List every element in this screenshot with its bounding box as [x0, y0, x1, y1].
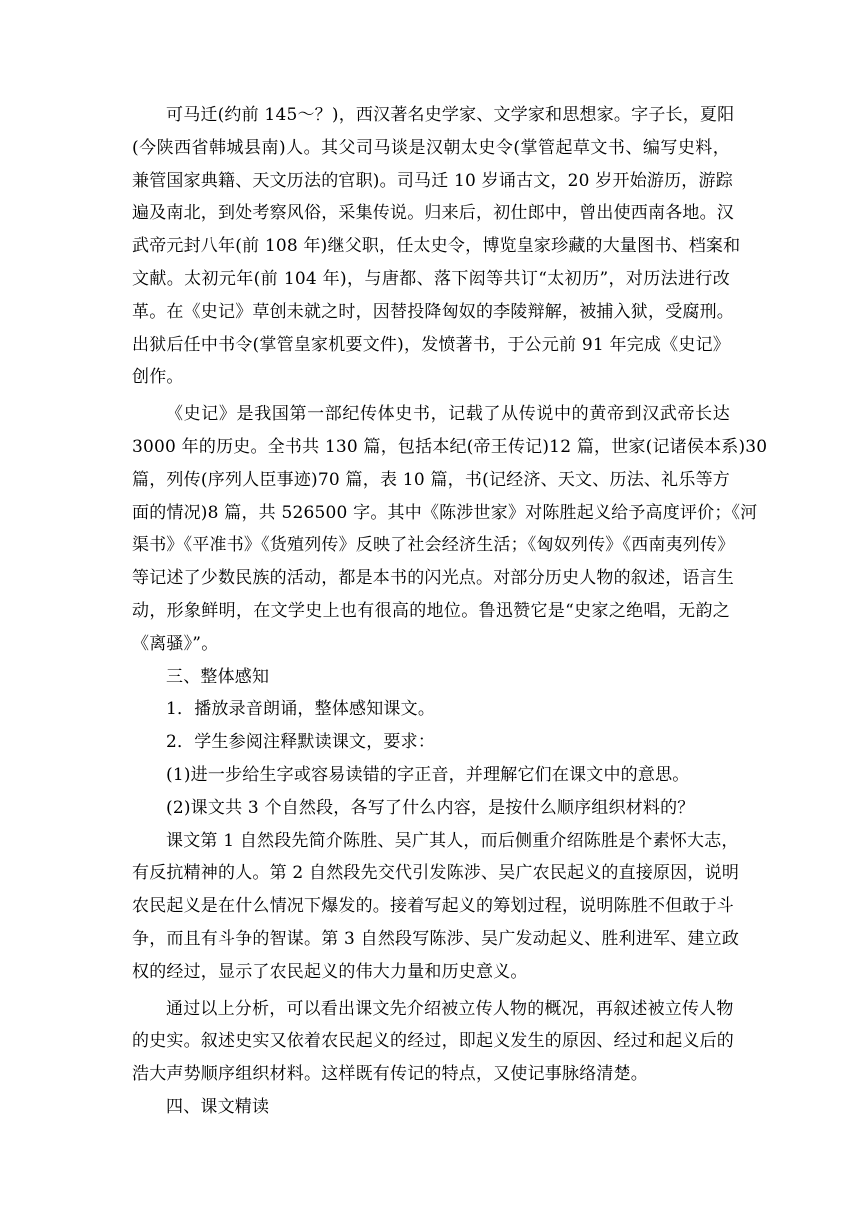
paragraph-sima-qian-biography [132, 99, 741, 394]
text-line: 创作。 [132, 367, 184, 388]
text-line: 的史实。叙述史实又依着农民起义的经过，即起义发生的原因、经过和起义后的 [132, 1031, 734, 1052]
text-line: 文献。太初元年(前 104 年)，与唐都、落下闳等共订“太初历”，对历法进行改 [132, 268, 730, 289]
text-line: (今陕西省韩城县南)人。其父司马谈是汉朝太史令(掌管起草文书、编写史料， [132, 137, 730, 158]
paragraph-shiji-introduction [132, 398, 768, 660]
text-line: 面的情况)8 篇，共 526500 字。其中《陈涉世家》对陈胜起义给予高度评价；《河 [132, 502, 758, 523]
text-line: 出狱后任中书令(掌管皇家机要文件)，发愤著书，于公元前 91 年完成《史记》 [132, 334, 730, 355]
section-heading-close-reading: 四、课文精读 [166, 1096, 270, 1117]
text-line: 浩大声势顺序组织材料。这样既有传记的特点，又使记事脉络清楚。 [132, 1064, 648, 1085]
text-line: 课文第 1 自然段先简介陈胜、吴广其人，而后侧重介绍陈胜是个素怀大志， [166, 830, 739, 851]
text-line: 革。在《史记》草创未就之时，因替投降匈奴的李陵辩解，被捕入狱，受腐刑。 [132, 301, 734, 322]
text-line: 武帝元封八年(前 108 年)继父职，任太史令，博览皇家珍藏的大量图书、档案和 [132, 236, 741, 257]
text-line: 兼管国家典籍、天文历法的官职)。司马迁 10 岁诵古文，20 岁开始游历，游踪 [132, 170, 733, 191]
step-one: 1．播放录音朗诵，整体感知课文。 [166, 699, 436, 720]
document-page [132, 99, 768, 1124]
text-line: 可马迁(约前 145～？)，西汉著名史学家、文学家和思想家。字子长，夏阳 [166, 105, 735, 125]
step-two: 2．学生参阅注释默读课文，要求： [166, 732, 436, 753]
text-line: 有反抗精神的人。第 2 自然段先交代引发陈涉、吴广农民起义的直接原因，说明 [132, 863, 740, 884]
text-line: 《离骚》”。 [132, 633, 219, 654]
text-line: 农民起义是在什么情况下爆发的。接着写起义的筹划过程，说明陈胜不但敢于斗 [132, 896, 734, 917]
requirement-one: (1)进一步给生字或容易读错的字正音，并理解它们在课文中的意思。 [166, 764, 690, 785]
text-line: 遍及南北，到处考察风俗，采集传说。归来后，初仕郎中，曾出使西南各地。汉 [132, 203, 734, 224]
text-line: 权的经过，显示了农民起义的伟大力量和历史意义。 [132, 961, 528, 982]
text-line: 等记述了少数民族的活动，都是本书的闪光点。对部分历史人物的叙述，语言生 [132, 568, 734, 589]
text-line: 3000 年的历史。全书共 130 篇，包括本纪(帝王传记)12 篇，世家(记诸侯本系)30 [132, 436, 768, 457]
text-line: 篇，列传(序列人臣事迹)70 篇，表 10 篇，书(记经济、天文、历法、礼乐等方 [132, 469, 730, 490]
text-line: 通过以上分析，可以看出课文先介绍被立传人物的概况，再叙述被立传人物 [166, 998, 734, 1019]
requirement-two: (2)课文共 3 个自然段，各写了什么内容，是按什么顺序组织材料的？ [166, 797, 695, 818]
text-line: 《史记》是我国第一部纪传体史书，记载了从传说中的黄帝到汉武帝长达 [166, 404, 730, 425]
paragraph-text-structure [132, 825, 740, 989]
section-heading-overall-perception: 三、整体感知 [166, 666, 270, 687]
text-line: 争，而且有斗争的智谋。第 3 自然段写陈涉、吴广发动起义、胜利进军、建立政 [132, 928, 740, 949]
text-line: 动，形象鲜明，在文学史上也有很高的地位。鲁迅赞它是“史家之绝唱，无韵之 [132, 600, 730, 621]
text-line: 渠书》《平准书》《货殖列传》反映了社会经济生活；《匈奴列传》《西南夷列传》 [132, 535, 735, 556]
paragraph-analysis-summary [132, 993, 734, 1091]
